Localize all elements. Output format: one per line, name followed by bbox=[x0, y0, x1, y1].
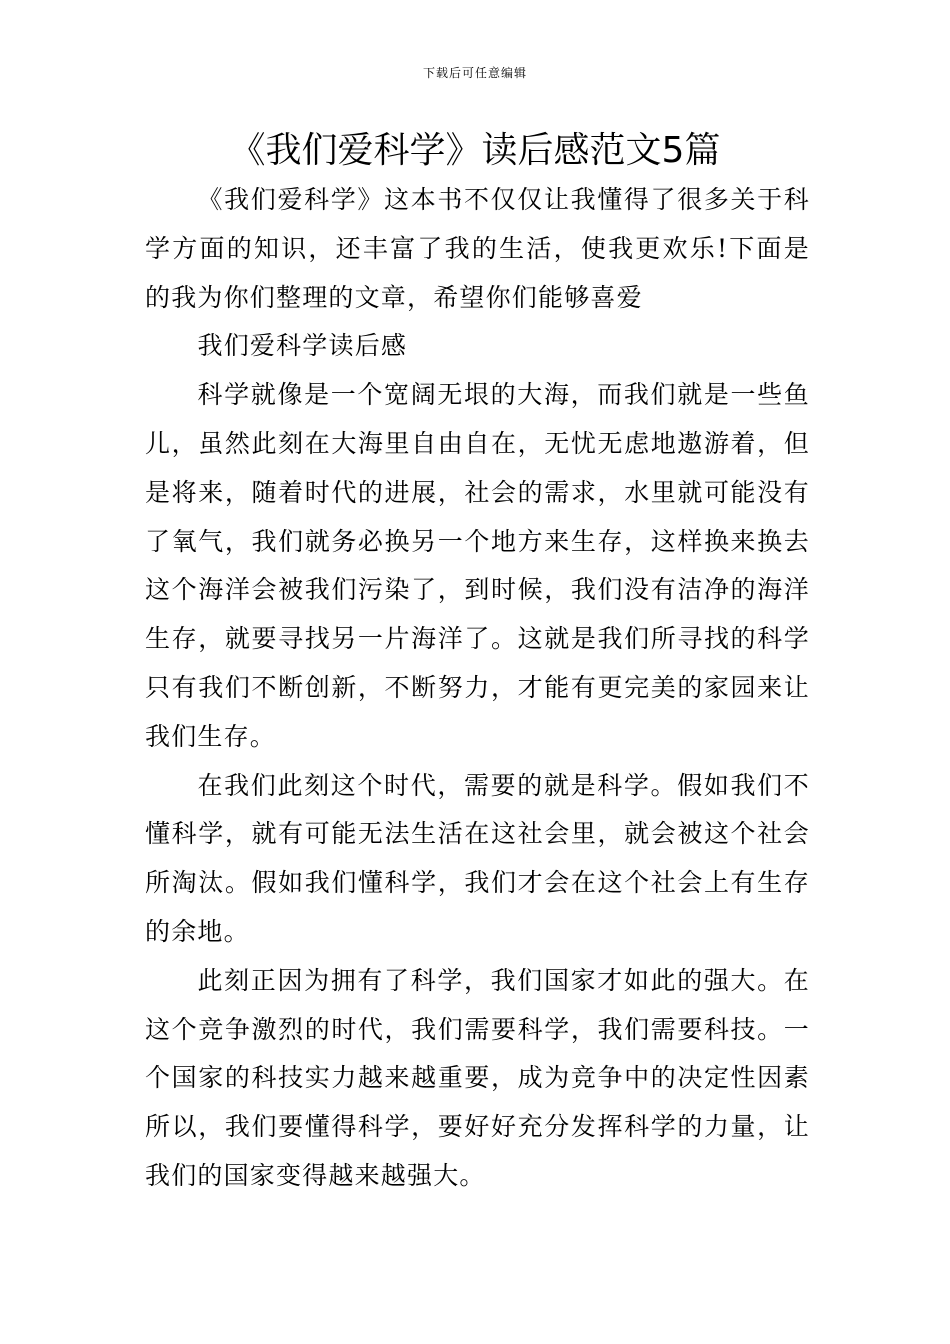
intro-paragraph: 《我们爱科学》这本书不仅仅让我懂得了很多关于科学方面的知识，还丰富了我的生活，使我更欢乐!下面是的我为你们整理的文章，希望你们能够喜爱 bbox=[145, 185, 810, 312]
section-heading: 我们爱科学读后感 bbox=[197, 331, 408, 361]
document-body bbox=[145, 176, 810, 1201]
body-paragraph: 此刻正因为拥有了科学，我们国家才如此的强大。在这个竞争激烈的时代，我们需要科学，我们需要科技。一个国家的科技实力越来越重要，成为竞争中的决定性因素所以，我们要懂得科学，要好好充分发挥科学的力量，让我们的国家变得越来越强大。 bbox=[145, 965, 810, 1190]
document-title: 《我们爱科学》读后感范文5篇 bbox=[229, 130, 721, 171]
body-paragraph: 科学就像是一个宽阔无垠的大海，而我们就是一些鱼儿，虽然此刻在大海里自由自在，无忧无虑地遨游着，但是将来，随着时代的进展，社会的需求，水里就可能没有了氧气，我们就务必换另一个地方来生存，这样换来换去这个海洋会被我们污染了，到时候，我们没有洁净的海洋生存，就要寻找另一片海洋了。这就是我们所寻找的科学只有我们不断创新，不断努力，才能有更完美的家园来让我们生存。 bbox=[145, 380, 810, 751]
body-paragraph: 在我们此刻这个时代，需要的就是科学。假如我们不懂科学，就有可能无法生活在这社会里，就会被这个社会所淘汰。假如我们懂科学，我们才会在这个社会上有生存的余地。 bbox=[145, 770, 810, 946]
header-note: 下载后可任意编辑 bbox=[422, 66, 527, 80]
